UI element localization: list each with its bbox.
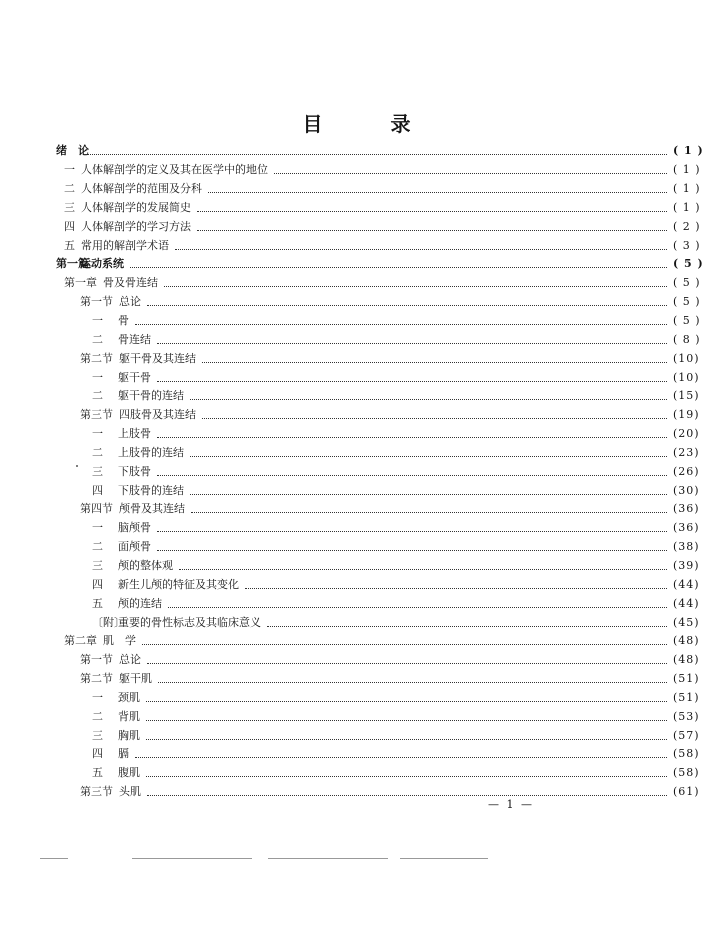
toc-entry-page: ( 2 )	[673, 219, 701, 233]
toc-entry-page: (51)	[673, 690, 700, 704]
toc-entry-page: (10)	[673, 351, 700, 365]
toc-entry	[0, 368, 713, 387]
dot-leader	[157, 436, 667, 438]
toc-entry-title: 骨	[118, 314, 129, 328]
toc-entry-title: 常用的解剖学术语	[81, 238, 169, 252]
dot-leader	[157, 342, 667, 344]
toc-entry-title: 人体解剖学的范围及分科	[81, 182, 202, 196]
page-title: 目 录	[302, 112, 435, 136]
toc-entry-number: 第二节	[80, 672, 113, 686]
toc-entry	[0, 500, 713, 519]
toc-entry-title: 颈肌	[118, 690, 140, 704]
toc-entry	[0, 462, 713, 481]
toc-entry-title: 面颅骨	[118, 540, 151, 554]
toc-entry-number: 三	[92, 728, 103, 742]
toc-entry	[0, 688, 713, 707]
toc-entry-title: 总论	[119, 295, 141, 309]
dot-leader	[190, 455, 667, 457]
dot-leader	[157, 549, 667, 551]
dot-leader	[147, 304, 667, 306]
toc-entry	[0, 293, 713, 312]
toc-entry-page: (30)	[673, 483, 700, 497]
toc-entry-number: 一	[92, 427, 103, 441]
dot-leader	[191, 511, 667, 513]
toc-entry-number: 绪 论	[56, 144, 89, 158]
toc-entry-page: ( 1 )	[673, 200, 701, 214]
toc-entry-number: 五	[92, 596, 103, 610]
toc-entry-title: 腹肌	[118, 766, 140, 780]
dot-leader	[157, 530, 667, 532]
toc-entry	[0, 444, 713, 463]
toc-entry-page: (10)	[673, 370, 700, 384]
toc-entry-number: 三	[64, 200, 75, 214]
toc-entry-number: 第三节	[80, 408, 113, 422]
dot-leader	[190, 493, 667, 495]
toc-entry	[0, 161, 713, 180]
toc-entry-page: ( 1 )	[673, 163, 701, 177]
toc-entry-title: 骨连结	[118, 332, 151, 346]
toc-entry-number: 四	[92, 747, 103, 761]
toc-entry-title: 背肌	[118, 709, 140, 723]
dot-leader	[179, 568, 667, 570]
toc-entry-number: 第二章	[64, 634, 97, 648]
toc-entry-number: 〔附〕	[92, 615, 125, 629]
toc-entry-page: (36)	[673, 502, 700, 516]
toc-entry-title: 人体解剖学的学习方法	[81, 219, 191, 233]
dot-leader	[135, 756, 667, 758]
toc-entry	[0, 481, 713, 500]
toc-entry-title: 下肢骨	[118, 464, 151, 478]
toc-entry-page: ( 1 )	[673, 144, 704, 158]
page-number: — 1 —	[488, 798, 534, 811]
toc-entry	[0, 594, 713, 613]
toc-entry-page: ( 5 )	[673, 314, 701, 328]
toc-entry-page: (44)	[673, 577, 700, 591]
dot-leader	[146, 775, 667, 777]
toc-entry-page: (58)	[673, 747, 700, 761]
dot-leader	[267, 625, 667, 627]
toc-entry-title: 颅的连结	[118, 596, 162, 610]
dot-leader	[86, 153, 667, 155]
dot-leader	[197, 210, 667, 212]
toc-entry-number: 一	[92, 521, 103, 535]
dot-leader	[190, 398, 667, 400]
toc-entry-page: ( 5 )	[673, 295, 701, 309]
dot-leader	[142, 643, 667, 645]
dot-leader	[202, 361, 667, 363]
toc-entry-number: 四	[92, 483, 103, 497]
toc-entry-title: 人体解剖学的定义及其在医学中的地位	[81, 163, 268, 177]
toc-entry-page: (36)	[673, 521, 700, 535]
toc-entry-page: ( 5 )	[673, 276, 701, 290]
toc-entry	[0, 425, 713, 444]
toc-entry	[0, 745, 713, 764]
toc-entry-number: 第一节	[80, 653, 113, 667]
toc-entry-page: (15)	[673, 389, 700, 403]
toc-entry	[0, 670, 713, 689]
toc-entry	[0, 651, 713, 670]
toc-entry-title: 运动系统	[80, 257, 124, 271]
toc-entry-page: (39)	[673, 558, 700, 572]
toc-entry-page: ( 3 )	[673, 238, 701, 252]
toc-entry-number: 二	[92, 389, 103, 403]
toc-entry	[0, 199, 713, 218]
toc-entry-page: (38)	[673, 540, 700, 554]
toc-entry-number: 二	[92, 445, 103, 459]
toc-entry	[0, 330, 713, 349]
toc-entry	[0, 613, 713, 632]
toc-entry	[0, 575, 713, 594]
toc-entry-page: (61)	[673, 785, 700, 799]
scan-speck	[76, 465, 78, 467]
toc-entry-title: 重要的骨性标志及其临床意义	[118, 615, 261, 629]
toc-entry-page: (20)	[673, 427, 700, 441]
toc-entry-title: 胸肌	[118, 728, 140, 742]
toc-entry-title: 下肢骨的连结	[118, 483, 184, 497]
toc-entry-number: 第一章	[64, 276, 97, 290]
toc-entry-page: (48)	[673, 653, 700, 667]
toc-entry-number: 二	[92, 332, 103, 346]
toc-entry-number: 二	[92, 540, 103, 554]
toc-entry-number: 五	[92, 766, 103, 780]
dot-leader	[158, 681, 667, 683]
toc-entry-page: (44)	[673, 596, 700, 610]
toc-entry-page: (19)	[673, 408, 700, 422]
toc-entry	[0, 783, 713, 802]
toc-entry	[0, 519, 713, 538]
dot-leader	[274, 172, 667, 174]
toc-entry-number: 第四节	[80, 502, 113, 516]
toc-entry-title: 颅的整体观	[118, 558, 173, 572]
toc-entry-title: 上肢骨的连结	[118, 445, 184, 459]
toc-entry-page: ( 8 )	[673, 332, 701, 346]
toc-entry-page: (57)	[673, 728, 700, 742]
toc-entry	[0, 557, 713, 576]
toc-entry-page: (51)	[673, 672, 700, 686]
toc-entry-number: 一	[64, 163, 75, 177]
toc-entry	[0, 274, 713, 293]
toc-entry-number: 五	[64, 238, 75, 252]
dot-leader	[130, 266, 667, 268]
scan-edge-mark	[132, 858, 252, 859]
toc-entry-page: (53)	[673, 709, 700, 723]
toc-entry-number: 三	[92, 558, 103, 572]
dot-leader	[168, 606, 667, 608]
toc-entry-page: (23)	[673, 445, 700, 459]
toc-entry-title: 四肢骨及其连结	[119, 408, 196, 422]
toc-entry-title: 躯干骨的连结	[118, 389, 184, 403]
toc-entry-title: 颅骨及其连结	[119, 502, 185, 516]
toc-entry	[0, 707, 713, 726]
toc-entry-page: (45)	[673, 615, 700, 629]
toc-entry-title: 新生儿颅的特征及其变化	[118, 577, 239, 591]
toc-entry	[0, 726, 713, 745]
toc-entry-title: 膈	[118, 747, 129, 761]
toc-entry-page: (48)	[673, 634, 700, 648]
toc-entry-title: 肌 学	[103, 634, 136, 648]
dot-leader	[147, 794, 667, 796]
toc-entry-title: 脑颅骨	[118, 521, 151, 535]
toc-entry	[0, 217, 713, 236]
table-of-contents	[0, 142, 713, 802]
toc-entry-title: 躯干骨	[118, 370, 151, 384]
toc-entry-title: 头肌	[119, 785, 141, 799]
toc-entry-title: 上肢骨	[118, 427, 151, 441]
toc-entry	[0, 632, 713, 651]
dot-leader	[245, 587, 667, 589]
toc-entry-number: 第一篇	[56, 257, 89, 271]
toc-entry-page: ( 5 )	[673, 257, 704, 271]
toc-entry	[0, 312, 713, 331]
dot-leader	[157, 474, 667, 476]
toc-entry-number: 二	[92, 709, 103, 723]
toc-entry-number: 第二节	[80, 351, 113, 365]
toc-entry-number: 二	[64, 182, 75, 196]
toc-entry-number: 一	[92, 314, 103, 328]
scan-edge-mark	[400, 858, 488, 859]
toc-entry-number: 一	[92, 370, 103, 384]
toc-entry	[0, 142, 713, 161]
toc-entry-number: 四	[92, 577, 103, 591]
toc-entry	[0, 236, 713, 255]
toc-entry	[0, 349, 713, 368]
dot-leader	[157, 380, 667, 382]
dot-leader	[135, 323, 667, 325]
dot-leader	[164, 285, 667, 287]
toc-entry	[0, 387, 713, 406]
toc-entry-title: 躯干骨及其连结	[119, 351, 196, 365]
toc-entry-number: 一	[92, 690, 103, 704]
toc-entry-page: (26)	[673, 464, 700, 478]
toc-entry-title: 人体解剖学的发展简史	[81, 200, 191, 214]
toc-entry-number: 第一节	[80, 295, 113, 309]
toc-entry-title: 骨及骨连结	[103, 276, 158, 290]
dot-leader	[146, 700, 667, 702]
toc-entry	[0, 255, 713, 274]
dot-leader	[202, 417, 667, 419]
dot-leader	[197, 229, 667, 231]
toc-entry-title: 总论	[119, 653, 141, 667]
toc-entry-number: 四	[64, 219, 75, 233]
toc-entry	[0, 538, 713, 557]
toc-entry-page: ( 1 )	[673, 182, 701, 196]
toc-entry-number: 三	[92, 464, 103, 478]
toc-entry-title: 躯干肌	[119, 672, 152, 686]
dot-leader	[146, 738, 667, 740]
dot-leader	[147, 662, 667, 664]
scan-edge-mark	[40, 858, 68, 859]
toc-entry-page: (58)	[673, 766, 700, 780]
toc-entry	[0, 180, 713, 199]
dot-leader	[175, 248, 667, 250]
toc-entry-number: 第三节	[80, 785, 113, 799]
dot-leader	[146, 719, 667, 721]
scan-edge-mark	[268, 858, 388, 859]
toc-entry	[0, 764, 713, 783]
dot-leader	[208, 191, 667, 193]
toc-entry	[0, 406, 713, 425]
